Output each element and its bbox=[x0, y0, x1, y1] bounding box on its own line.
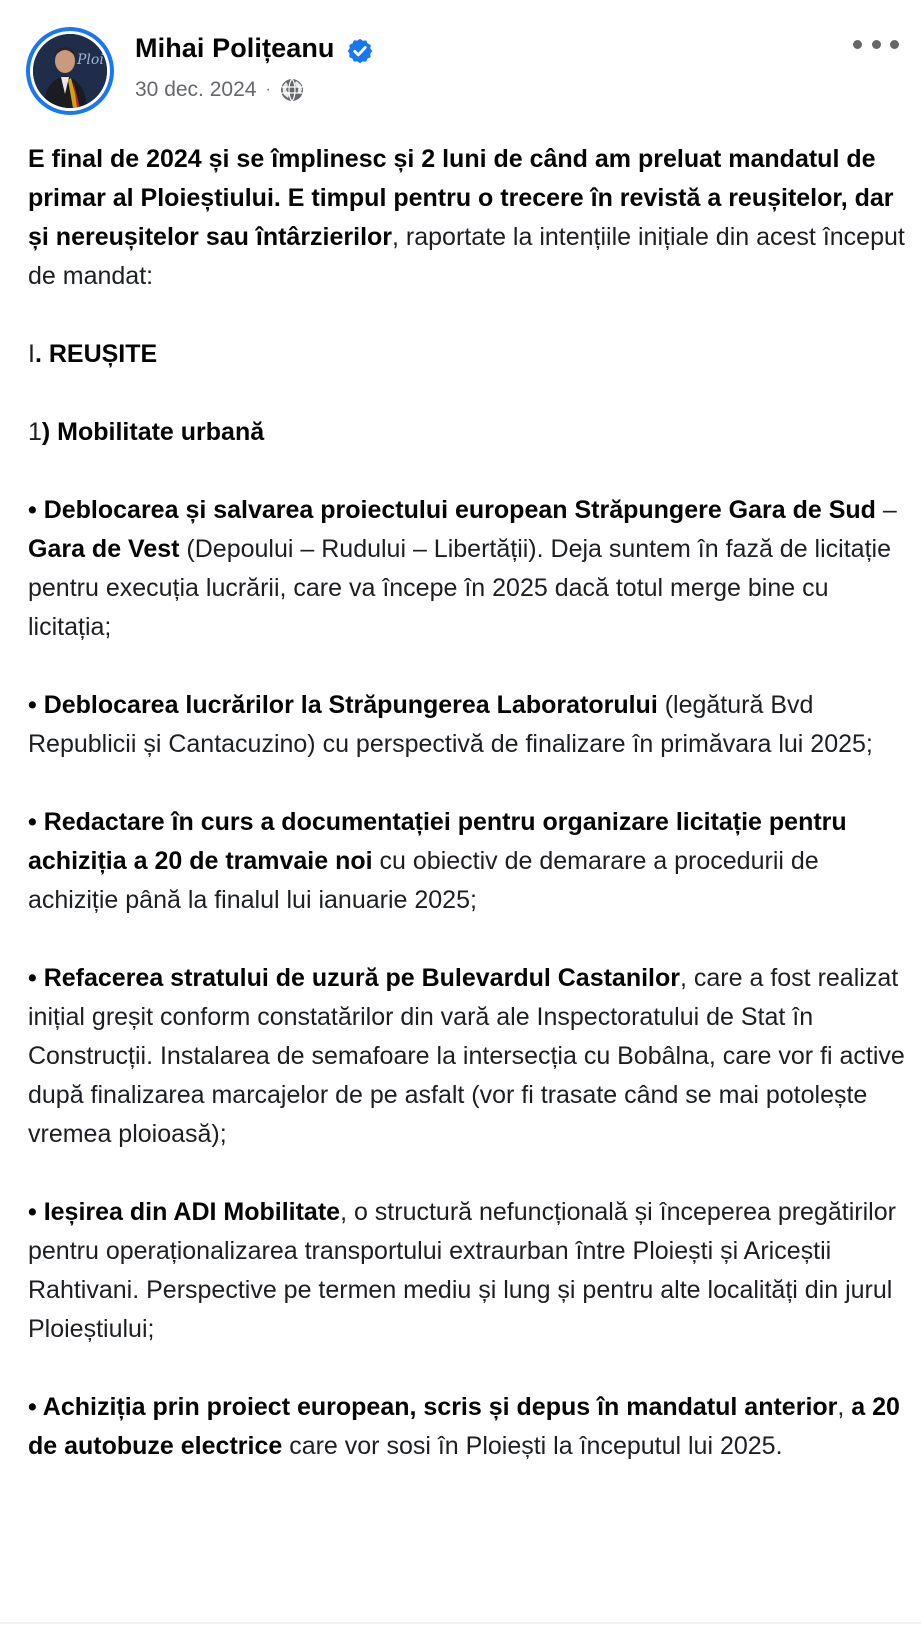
globe-icon[interactable] bbox=[280, 78, 304, 102]
post-text bbox=[28, 140, 908, 1466]
avatar-portrait-icon bbox=[33, 34, 107, 108]
achievements-list bbox=[28, 452, 908, 1466]
verified-badge-icon bbox=[346, 37, 374, 65]
meta-separator: · bbox=[265, 81, 271, 98]
list-item: • Deblocarea și salvarea proiectului european Străpungere Gara de Sud – Gara de Vest (Depoului – Rudului – Libertății). Deja suntem în fază de licitație pentru execuția lucrării, care va începe în 2025 dacă totul merge bine cu licitația; bbox=[28, 496, 897, 641]
post-meta bbox=[135, 78, 304, 102]
svg-text:Ploi: Ploi bbox=[77, 52, 104, 68]
section-heading: I. REUȘITE bbox=[28, 340, 158, 368]
list-item: • Achiziția prin proiect european, scris și depus în mandatul anterior, a 20 de autobuze electrice care vor sosi în Ploiești la începutul lui 2025. bbox=[28, 1393, 900, 1460]
list-item: • Redactare în curs a documentației pentru organizare licitație pentru achiziția a 20 de tramvaie noi cu obiectiv de demarare a procedurii de achiziție până la finalul lui ianuarie 2025; bbox=[28, 808, 847, 914]
post-header bbox=[0, 0, 921, 120]
list-item: • Deblocarea lucrărilor la Străpungerea Laboratorului (legătură Bvd Republicii și Cantacuzino) cu perspectivă de finalizare în primăvara lui 2025; bbox=[28, 691, 873, 758]
author-name[interactable]: Mihai Polițeanu bbox=[135, 33, 335, 63]
list-item: • Refacerea stratului de uzură pe Bulevardul Castanilor, care a fost realizat inițial greșit conform constatărilor din vară ale Inspectoratului de Stat în Construcții. Instalarea de semafoare la intersecția cu Bobâlna, care vor fi active după finalizarea marcajelor de pe asfalt (vor fi trasate când se mai potolește vremea ploioasă); bbox=[28, 964, 905, 1148]
more-options-button[interactable] bbox=[853, 34, 899, 54]
subsection-heading: 1) Mobilitate urbană bbox=[28, 418, 265, 446]
post-date[interactable]: 30 dec. 2024 bbox=[135, 78, 257, 101]
post-intro: E final de 2024 și se împlinesc și 2 luni de când am preluat mandatul de primar al Ploieștiului. E timpul pentru o trecere în revistă a reușitelor, dar și nereușitelor sau întârzierilor, raportate la intențiile inițiale din acest început de mandat: bbox=[28, 145, 905, 290]
author-avatar[interactable] bbox=[26, 27, 114, 115]
more-options-icon bbox=[853, 40, 862, 49]
divider bbox=[0, 1622, 921, 1624]
avatar-photo bbox=[33, 34, 107, 108]
list-item: • Ieșirea din ADI Mobilitate, o structură nefuncțională și începerea pregătirilor pentru operaționalizarea transportului extraurban între Ploiești și Ariceștii Rahtivani. Perspective pe termen mediu și lung și pentru alte localități din jurul Ploieștiului; bbox=[28, 1198, 896, 1343]
